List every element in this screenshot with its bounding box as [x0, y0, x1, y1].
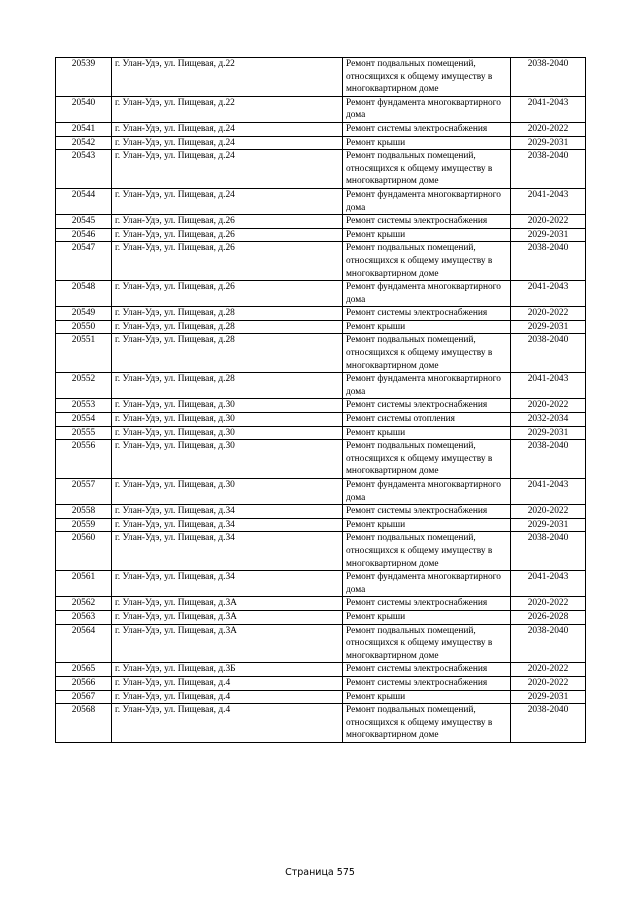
table-row — [56, 150, 586, 189]
row-address: г. Улан-Удэ, ул. Пищевая, д.28 — [112, 320, 343, 334]
table-row — [56, 610, 586, 624]
row-period: 2038-2040 — [511, 242, 586, 281]
table-row — [56, 426, 586, 440]
row-address: г. Улан-Удэ, ул. Пищевая, д.26 — [112, 228, 343, 242]
row-address: г. Улан-Удэ, ул. Пищевая, д.24 — [112, 188, 343, 214]
row-number: 20565 — [56, 663, 112, 677]
row-number: 20552 — [56, 373, 112, 399]
page-number: Страница 575 — [285, 867, 355, 878]
row-period: 2041-2043 — [511, 188, 586, 214]
row-number: 20563 — [56, 610, 112, 624]
row-number: 20559 — [56, 518, 112, 532]
table-row — [56, 571, 586, 597]
row-period: 2038-2040 — [511, 440, 586, 479]
row-period: 2029-2031 — [511, 518, 586, 532]
row-work-type: Ремонт крыши — [343, 320, 511, 334]
table-row — [56, 334, 586, 373]
row-number: 20540 — [56, 96, 112, 122]
row-number: 20562 — [56, 597, 112, 611]
row-address: г. Улан-Удэ, ул. Пищевая, д.3А — [112, 610, 343, 624]
row-address: г. Улан-Удэ, ул. Пищевая, д.30 — [112, 399, 343, 413]
row-work-type: Ремонт подвальных помещений, относящихся к общему имуществу в многоквартирном доме — [343, 334, 511, 373]
table-row — [56, 532, 586, 571]
row-period: 2026-2028 — [511, 610, 586, 624]
row-work-type: Ремонт системы электроснабжения — [343, 676, 511, 690]
table-row — [56, 228, 586, 242]
row-address: г. Улан-Удэ, ул. Пищевая, д.3Б — [112, 663, 343, 677]
row-work-type: Ремонт системы электроснабжения — [343, 215, 511, 229]
row-number: 20548 — [56, 281, 112, 307]
table-row — [56, 676, 586, 690]
row-period: 2038-2040 — [511, 150, 586, 189]
row-number: 20568 — [56, 704, 112, 743]
row-period: 2020-2022 — [511, 663, 586, 677]
row-number: 20551 — [56, 334, 112, 373]
row-number: 20554 — [56, 413, 112, 427]
table-row — [56, 663, 586, 677]
row-number: 20558 — [56, 505, 112, 519]
table-row — [56, 505, 586, 519]
row-address: г. Улан-Удэ, ул. Пищевая, д.26 — [112, 281, 343, 307]
row-address: г. Улан-Удэ, ул. Пищевая, д.24 — [112, 122, 343, 136]
row-period: 2020-2022 — [511, 597, 586, 611]
row-period: 2032-2034 — [511, 413, 586, 427]
row-number: 20555 — [56, 426, 112, 440]
row-number: 20556 — [56, 440, 112, 479]
row-period: 2041-2043 — [511, 281, 586, 307]
row-period: 2029-2031 — [511, 136, 586, 150]
row-number: 20546 — [56, 228, 112, 242]
row-number: 20560 — [56, 532, 112, 571]
table-row — [56, 136, 586, 150]
row-work-type: Ремонт крыши — [343, 426, 511, 440]
table-body — [56, 58, 586, 743]
table-row — [56, 96, 586, 122]
row-period: 2029-2031 — [511, 690, 586, 704]
row-work-type: Ремонт подвальных помещений, относящихся к общему имуществу в многоквартирном доме — [343, 150, 511, 189]
row-period: 2041-2043 — [511, 479, 586, 505]
row-number: 20542 — [56, 136, 112, 150]
row-address: г. Улан-Удэ, ул. Пищевая, д.24 — [112, 150, 343, 189]
row-work-type: Ремонт крыши — [343, 610, 511, 624]
row-address: г. Улан-Удэ, ул. Пищевая, д.3А — [112, 624, 343, 663]
table-row — [56, 624, 586, 663]
table-row — [56, 518, 586, 532]
row-work-type: Ремонт системы отопления — [343, 413, 511, 427]
row-work-type: Ремонт фундамента многоквартирного дома — [343, 281, 511, 307]
row-period: 2020-2022 — [511, 399, 586, 413]
table-row — [56, 320, 586, 334]
row-work-type: Ремонт подвальных помещений, относящихся к общему имуществу в многоквартирном доме — [343, 704, 511, 743]
table-row — [56, 215, 586, 229]
row-period: 2020-2022 — [511, 307, 586, 321]
row-period: 2020-2022 — [511, 215, 586, 229]
row-work-type: Ремонт системы электроснабжения — [343, 307, 511, 321]
row-work-type: Ремонт подвальных помещений, относящихся к общему имуществу в многоквартирном доме — [343, 440, 511, 479]
row-work-type: Ремонт системы электроснабжения — [343, 122, 511, 136]
row-period: 2041-2043 — [511, 571, 586, 597]
row-work-type: Ремонт подвальных помещений, относящихся к общему имуществу в многоквартирном доме — [343, 242, 511, 281]
table-row — [56, 440, 586, 479]
row-work-type: Ремонт крыши — [343, 518, 511, 532]
row-number: 20543 — [56, 150, 112, 189]
row-period: 2029-2031 — [511, 228, 586, 242]
row-address: г. Улан-Удэ, ул. Пищевая, д.26 — [112, 242, 343, 281]
row-address: г. Улан-Удэ, ул. Пищевая, д.30 — [112, 413, 343, 427]
row-period: 2020-2022 — [511, 676, 586, 690]
row-work-type: Ремонт крыши — [343, 228, 511, 242]
row-work-type: Ремонт системы электроснабжения — [343, 505, 511, 519]
row-work-type: Ремонт фундамента многоквартирного дома — [343, 373, 511, 399]
row-number: 20567 — [56, 690, 112, 704]
row-address: г. Улан-Удэ, ул. Пищевая, д.28 — [112, 334, 343, 373]
table-row — [56, 242, 586, 281]
row-address: г. Улан-Удэ, ул. Пищевая, д.28 — [112, 373, 343, 399]
table-row — [56, 413, 586, 427]
row-period: 2038-2040 — [511, 624, 586, 663]
table-row — [56, 479, 586, 505]
row-period: 2041-2043 — [511, 373, 586, 399]
row-work-type: Ремонт подвальных помещений, относящихся к общему имуществу в многоквартирном доме — [343, 532, 511, 571]
row-address: г. Улан-Удэ, ул. Пищевая, д.4 — [112, 690, 343, 704]
row-address: г. Улан-Удэ, ул. Пищевая, д.4 — [112, 704, 343, 743]
row-work-type: Ремонт фундамента многоквартирного дома — [343, 188, 511, 214]
table-row — [56, 690, 586, 704]
row-number: 20561 — [56, 571, 112, 597]
row-address: г. Улан-Удэ, ул. Пищевая, д.34 — [112, 532, 343, 571]
row-address: г. Улан-Удэ, ул. Пищевая, д.34 — [112, 571, 343, 597]
row-period: 2038-2040 — [511, 704, 586, 743]
row-work-type: Ремонт крыши — [343, 136, 511, 150]
row-address: г. Улан-Удэ, ул. Пищевая, д.22 — [112, 58, 343, 97]
row-period: 2041-2043 — [511, 96, 586, 122]
row-address: г. Улан-Удэ, ул. Пищевая, д.26 — [112, 215, 343, 229]
row-number: 20544 — [56, 188, 112, 214]
row-period: 2038-2040 — [511, 58, 586, 97]
table-row — [56, 597, 586, 611]
row-work-type: Ремонт фундамента многоквартирного дома — [343, 479, 511, 505]
row-number: 20547 — [56, 242, 112, 281]
table-row — [56, 307, 586, 321]
row-period: 2020-2022 — [511, 505, 586, 519]
row-number: 20549 — [56, 307, 112, 321]
table-row — [56, 399, 586, 413]
row-address: г. Улан-Удэ, ул. Пищевая, д.34 — [112, 505, 343, 519]
table-row — [56, 122, 586, 136]
row-number: 20564 — [56, 624, 112, 663]
row-period: 2029-2031 — [511, 320, 586, 334]
row-period: 2038-2040 — [511, 532, 586, 571]
row-address: г. Улан-Удэ, ул. Пищевая, д.34 — [112, 518, 343, 532]
row-work-type: Ремонт подвальных помещений, относящихся к общему имуществу в многоквартирном доме — [343, 624, 511, 663]
row-work-type: Ремонт системы электроснабжения — [343, 663, 511, 677]
row-address: г. Улан-Удэ, ул. Пищевая, д.30 — [112, 440, 343, 479]
table-row — [56, 188, 586, 214]
row-number: 20566 — [56, 676, 112, 690]
row-number: 20545 — [56, 215, 112, 229]
row-address: г. Улан-Удэ, ул. Пищевая, д.28 — [112, 307, 343, 321]
row-period: 2038-2040 — [511, 334, 586, 373]
table-row — [56, 281, 586, 307]
row-period: 2029-2031 — [511, 426, 586, 440]
row-address: г. Улан-Удэ, ул. Пищевая, д.30 — [112, 479, 343, 505]
table-row — [56, 58, 586, 97]
table-row — [56, 704, 586, 743]
row-address: г. Улан-Удэ, ул. Пищевая, д.24 — [112, 136, 343, 150]
row-number: 20541 — [56, 122, 112, 136]
row-work-type: Ремонт крыши — [343, 690, 511, 704]
row-number: 20550 — [56, 320, 112, 334]
repair-schedule-table — [55, 57, 586, 743]
table-row — [56, 373, 586, 399]
row-number: 20539 — [56, 58, 112, 97]
row-number: 20553 — [56, 399, 112, 413]
row-work-type: Ремонт фундамента многоквартирного дома — [343, 96, 511, 122]
row-address: г. Улан-Удэ, ул. Пищевая, д.4 — [112, 676, 343, 690]
row-address: г. Улан-Удэ, ул. Пищевая, д.3А — [112, 597, 343, 611]
row-work-type: Ремонт системы электроснабжения — [343, 399, 511, 413]
row-address: г. Улан-Удэ, ул. Пищевая, д.30 — [112, 426, 343, 440]
row-work-type: Ремонт системы электроснабжения — [343, 597, 511, 611]
row-work-type: Ремонт подвальных помещений, относящихся к общему имуществу в многоквартирном доме — [343, 58, 511, 97]
row-work-type: Ремонт фундамента многоквартирного дома — [343, 571, 511, 597]
row-number: 20557 — [56, 479, 112, 505]
row-address: г. Улан-Удэ, ул. Пищевая, д.22 — [112, 96, 343, 122]
row-period: 2020-2022 — [511, 122, 586, 136]
